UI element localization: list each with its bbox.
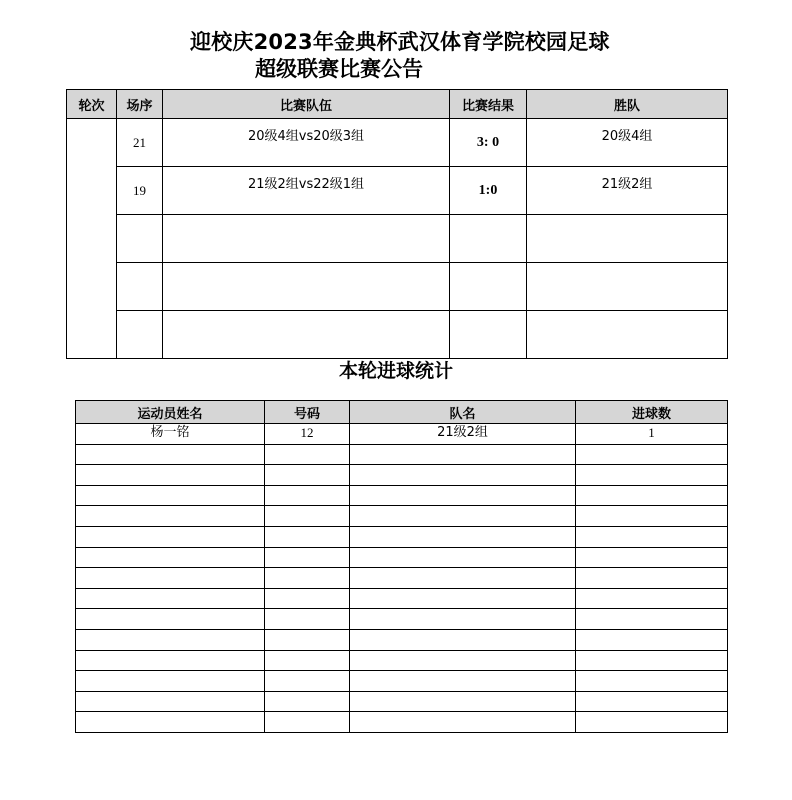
header-round: 轮次 bbox=[67, 90, 117, 119]
player-name-cell bbox=[76, 485, 265, 506]
score-cell bbox=[450, 311, 527, 359]
jersey-number-cell bbox=[265, 444, 350, 465]
score-cell: 3: 0 bbox=[450, 119, 527, 167]
team-name-cell: 21级2组 bbox=[350, 424, 576, 445]
team-name-cell bbox=[350, 691, 576, 712]
table-row bbox=[76, 547, 728, 568]
table-row bbox=[76, 465, 728, 486]
goal-count-cell bbox=[576, 629, 728, 650]
jersey-number-cell bbox=[265, 629, 350, 650]
team-name-cell bbox=[350, 444, 576, 465]
table-row bbox=[76, 424, 728, 445]
table-row bbox=[76, 485, 728, 506]
jersey-number-cell bbox=[265, 485, 350, 506]
winner-cell bbox=[527, 263, 728, 311]
team-name-cell bbox=[350, 547, 576, 568]
player-name-cell bbox=[76, 547, 265, 568]
teams-cell: 21级2组vs22级1组 bbox=[163, 167, 450, 215]
player-name-cell bbox=[76, 526, 265, 547]
goals-header-row bbox=[76, 401, 728, 424]
team-name-cell bbox=[350, 568, 576, 589]
goal-count-cell bbox=[576, 650, 728, 671]
goal-count-cell: 1 bbox=[576, 424, 728, 445]
table-row bbox=[76, 691, 728, 712]
team-name-cell bbox=[350, 629, 576, 650]
header-player-name: 运动员姓名 bbox=[76, 401, 265, 424]
table-row bbox=[67, 215, 728, 263]
header-match-order: 场序 bbox=[117, 90, 163, 119]
goal-count-cell bbox=[576, 671, 728, 692]
match-order-cell: 19 bbox=[117, 167, 163, 215]
goal-count-cell bbox=[576, 568, 728, 589]
jersey-number-cell bbox=[265, 526, 350, 547]
goals-section-title: 本轮进球统计 bbox=[338, 360, 453, 382]
announcement-subtitle: 超级联赛比赛公告 bbox=[255, 57, 423, 81]
table-row bbox=[76, 588, 728, 609]
jersey-number-cell: 12 bbox=[265, 424, 350, 445]
goal-count-cell bbox=[576, 691, 728, 712]
header-team-name: 队名 bbox=[350, 401, 576, 424]
header-winner: 胜队 bbox=[527, 90, 728, 119]
teams-cell: 20级4组vs20级3组 bbox=[163, 119, 450, 167]
score-cell: 1:0 bbox=[450, 167, 527, 215]
jersey-number-cell bbox=[265, 588, 350, 609]
player-name-cell bbox=[76, 465, 265, 486]
header-teams: 比赛队伍 bbox=[163, 90, 450, 119]
goal-count-cell bbox=[576, 712, 728, 733]
teams-cell bbox=[163, 311, 450, 359]
table-row bbox=[76, 671, 728, 692]
goal-count-cell bbox=[576, 465, 728, 486]
goal-statistics-table bbox=[75, 400, 728, 733]
jersey-number-cell bbox=[265, 671, 350, 692]
goal-count-cell bbox=[576, 547, 728, 568]
round-cell bbox=[67, 119, 117, 359]
winner-cell: 21级2组 bbox=[527, 167, 728, 215]
table-row bbox=[76, 506, 728, 527]
match-order-cell bbox=[117, 215, 163, 263]
teams-cell bbox=[163, 263, 450, 311]
winner-cell: 20级4组 bbox=[527, 119, 728, 167]
goal-count-cell bbox=[576, 526, 728, 547]
player-name-cell: 杨一铭 bbox=[76, 424, 265, 445]
team-name-cell bbox=[350, 650, 576, 671]
table-row bbox=[76, 712, 728, 733]
team-name-cell bbox=[350, 465, 576, 486]
player-name-cell bbox=[76, 712, 265, 733]
table-row bbox=[67, 167, 728, 215]
team-name-cell bbox=[350, 588, 576, 609]
goal-count-cell bbox=[576, 485, 728, 506]
table-row bbox=[76, 650, 728, 671]
match-results-table bbox=[66, 89, 728, 359]
goal-count-cell bbox=[576, 506, 728, 527]
match-order-cell bbox=[117, 311, 163, 359]
player-name-cell bbox=[76, 629, 265, 650]
player-name-cell bbox=[76, 691, 265, 712]
teams-cell bbox=[163, 215, 450, 263]
player-name-cell bbox=[76, 506, 265, 527]
score-cell bbox=[450, 263, 527, 311]
player-name-cell bbox=[76, 609, 265, 630]
results-header-row bbox=[67, 90, 728, 119]
table-row bbox=[76, 568, 728, 589]
jersey-number-cell bbox=[265, 691, 350, 712]
winner-cell bbox=[527, 311, 728, 359]
jersey-number-cell bbox=[265, 650, 350, 671]
team-name-cell bbox=[350, 526, 576, 547]
table-row bbox=[67, 263, 728, 311]
match-order-cell: 21 bbox=[117, 119, 163, 167]
header-score: 比赛结果 bbox=[450, 90, 527, 119]
table-row bbox=[76, 609, 728, 630]
player-name-cell bbox=[76, 444, 265, 465]
jersey-number-cell bbox=[265, 609, 350, 630]
team-name-cell bbox=[350, 485, 576, 506]
player-name-cell bbox=[76, 650, 265, 671]
team-name-cell bbox=[350, 671, 576, 692]
player-name-cell bbox=[76, 671, 265, 692]
header-goal-count: 进球数 bbox=[576, 401, 728, 424]
jersey-number-cell bbox=[265, 547, 350, 568]
winner-cell bbox=[527, 215, 728, 263]
table-row bbox=[76, 629, 728, 650]
jersey-number-cell bbox=[265, 712, 350, 733]
jersey-number-cell bbox=[265, 465, 350, 486]
team-name-cell bbox=[350, 609, 576, 630]
match-order-cell bbox=[117, 263, 163, 311]
announcement-title: 迎校庆2023年金典杯武汉体育学院校园足球 bbox=[190, 30, 610, 54]
team-name-cell bbox=[350, 712, 576, 733]
score-cell bbox=[450, 215, 527, 263]
goal-count-cell bbox=[576, 444, 728, 465]
jersey-number-cell bbox=[265, 506, 350, 527]
player-name-cell bbox=[76, 588, 265, 609]
player-name-cell bbox=[76, 568, 265, 589]
header-jersey-number: 号码 bbox=[265, 401, 350, 424]
jersey-number-cell bbox=[265, 568, 350, 589]
table-row bbox=[76, 526, 728, 547]
team-name-cell bbox=[350, 506, 576, 527]
table-row bbox=[67, 311, 728, 359]
goal-count-cell bbox=[576, 609, 728, 630]
goal-count-cell bbox=[576, 588, 728, 609]
table-row bbox=[76, 444, 728, 465]
table-row bbox=[67, 119, 728, 167]
